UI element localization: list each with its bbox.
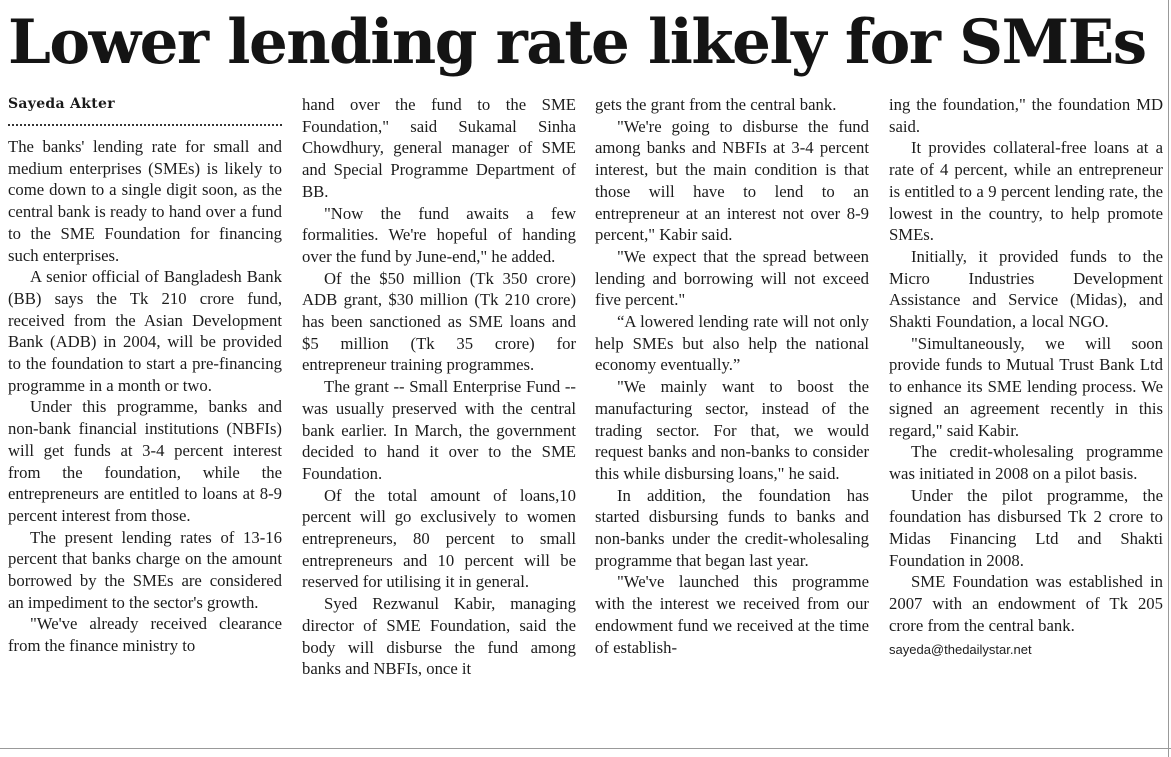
paragraph: "Now the fund awaits a few formalities. We're hopeful of handing over the fund by June-end," he added. <box>302 203 576 266</box>
paragraph: "Simultaneously, we will soon provide funds to Mutual Trust Bank Ltd to enhance its SME lending process. We signed an agreement recently in this regard," said Kabir. <box>889 333 1163 440</box>
paragraph: hand over the fund to the SME Foundation," said Sukamal Sinha Chowdhury, general manager of SME and Special Programme Department of BB. <box>302 95 576 201</box>
paragraph: "We mainly want to boost the manufacturing sector, instead of the trading sector. For that, we would request banks and non-banks to consider this while disbursing loans," he said. <box>595 377 869 483</box>
paragraph: "We've already received clearance from the finance ministry to <box>8 614 282 656</box>
byline-divider <box>8 124 282 126</box>
column-3 <box>595 94 869 658</box>
bottom-border <box>0 748 1171 749</box>
paragraph: "We're going to disburse the fund among banks and NBFIs at 3-4 percent interest, but the main condition is that those will have to lend to an entrepreneur at an interest not over 8-9 percent," Kabir said. <box>595 116 869 245</box>
paragraph: Of the $50 million (Tk 350 crore) ADB grant, $30 million (Tk 210 crore) has been sanctioned as SME loans and $5 million (Tk 35 crore) for entrepreneur training programmes. <box>302 268 576 375</box>
column-1 <box>8 136 282 657</box>
column-4 <box>889 94 1163 659</box>
column-2 <box>302 94 576 680</box>
paragraph: “A lowered lending rate will not only help SMEs but also help the national economy eventually.” <box>595 312 869 375</box>
paragraph: In addition, the foundation has started disbursing funds to banks and non-banks under the credit-wholesaling programme that began last year. <box>595 485 869 570</box>
paragraph: The present lending rates of 13-16 percent that banks charge on the amount borrowed by the SMEs are considered an impediment to the sector's growth. <box>8 527 282 612</box>
paragraph: SME Foundation was established in 2007 with an endowment of Tk 205 crore from the central bank. <box>889 572 1163 635</box>
paragraph: The banks' lending rate for small and medium enterprises (SMEs) is likely to come down to a single digit soon, as the central bank is ready to hand over a fund to the SME Foundation for financing such enterprises. <box>8 137 282 265</box>
byline: Sayeda Akter <box>8 96 115 112</box>
paragraph: "We've launched this programme with the interest we received from our endowment fund we received at the time of establish- <box>595 572 869 657</box>
paragraph: "We expect that the spread between lending and borrowing will not exceed five percent." <box>595 246 869 310</box>
paragraph: Of the total amount of loans,10 percent will go exclusively to women entrepreneurs, 80 percent to small entrepreneurs and 10 percent will be reserved for utilising it in general. <box>302 485 576 592</box>
right-border <box>1168 0 1169 757</box>
paragraph: It provides collateral-free loans at a rate of 4 percent, while an entrepreneur is entitled to a 9 percent lending rate, the lowest in the country, to help promote SMEs. <box>889 138 1163 245</box>
paragraph: ing the foundation," the foundation MD said. <box>889 95 1163 136</box>
paragraph: Under this programme, banks and non-bank financial institutions (NBFIs) will get funds at 3-4 percent interest from the foundation, while the entrepreneurs are entitled to loans at 8-9 percent interest from those. <box>8 397 282 525</box>
paragraph: gets the grant from the central bank. <box>595 95 837 114</box>
author-email[interactable]: sayeda@thedailystar.net <box>889 641 1032 657</box>
headline: Lower lending rate likely for SMEs <box>8 7 1146 78</box>
paragraph: Initially, it provided funds to the Micro Industries Development Assistance and Service (Midas), and Shakti Foundation, a local NGO. <box>889 246 1163 332</box>
paragraph: The grant -- Small Enterprise Fund -- was usually preserved with the central bank earlier. In March, the government decided to hand it over to the SME Foundation. <box>302 377 576 483</box>
paragraph: The credit-wholesaling programme was initiated in 2008 on a pilot basis. <box>889 442 1163 483</box>
paragraph: A senior official of Bangladesh Bank (BB) says the Tk 210 crore fund, received from the Asian Development Bank (ADB) in 2004, will be provided to the foundation to start a pre-financing programme in a month or two. <box>8 267 282 395</box>
paragraph: Syed Rezwanul Kabir, managing director of SME Foundation, said the body will disburse the fund among banks and NBFIs, once it <box>302 594 576 679</box>
paragraph: Under the pilot programme, the foundation has disbursed Tk 2 crore to Midas Financing Ltd and Shakti Foundation in 2008. <box>889 485 1163 570</box>
